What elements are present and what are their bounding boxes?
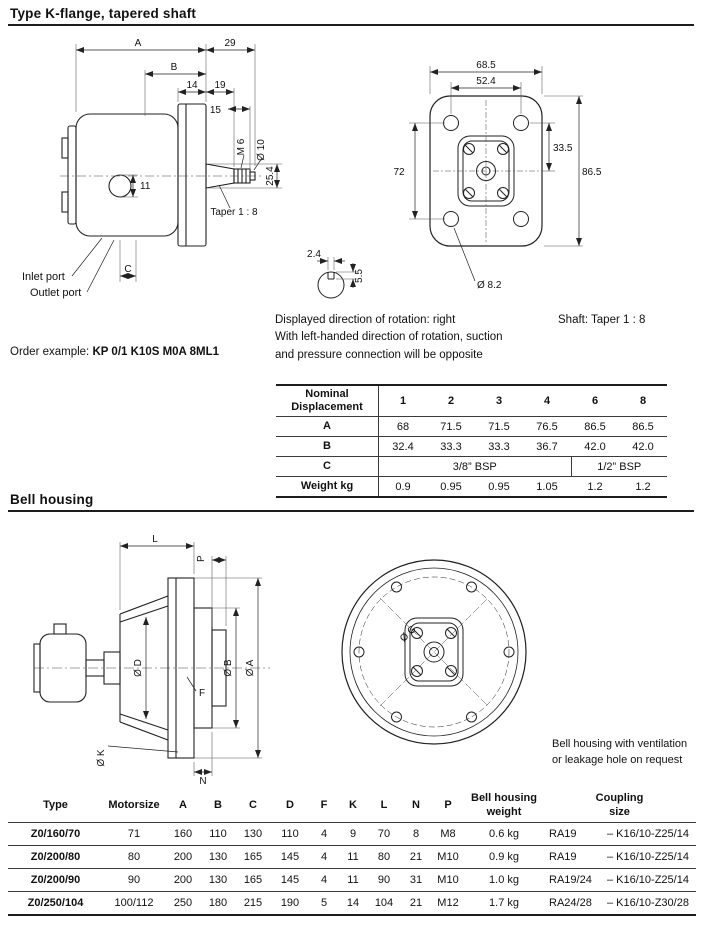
bell-note-line2: or leakage hole on request	[552, 753, 683, 766]
cell: 1.05	[536, 480, 558, 493]
cell-dim: 11	[339, 845, 367, 868]
cell-dim: 8	[401, 822, 431, 845]
cell: 71.5	[475, 417, 523, 437]
dim-label-dia-b: Ø B	[223, 659, 234, 677]
cell-dim: 130	[201, 845, 235, 868]
cell-weight: 0.9 kg	[465, 845, 543, 868]
dimension-lines	[317, 261, 353, 288]
cell-weight: 1.7 kg	[465, 891, 543, 915]
col-header: 1	[379, 385, 428, 417]
col-header-dim: D	[271, 790, 309, 822]
order-example-value: KP 0/1 K10S M0A 8ML1	[92, 346, 220, 358]
cell: 86.5	[571, 417, 619, 437]
displacement-rowhead: Nominal Displacement	[276, 385, 379, 417]
cell-dim: 80	[367, 845, 401, 868]
bell-side-view-drawing	[32, 518, 272, 788]
extension-lines	[409, 66, 583, 246]
col-header-dim: K	[339, 790, 367, 822]
extension-lines	[120, 542, 262, 776]
col-header: 2	[427, 385, 475, 417]
col-header-dim: N	[401, 790, 431, 822]
cell-type: Z0/250/104	[8, 891, 103, 915]
cell-dim: M10	[431, 845, 465, 868]
col-header-dim: A	[165, 790, 201, 822]
cell: 71.5	[427, 417, 475, 437]
cell: 76.5	[523, 417, 571, 437]
diagonal-centerlines	[380, 598, 488, 706]
col-header: 3	[475, 385, 523, 417]
displacement-table	[276, 384, 667, 498]
cell-dim: 180	[201, 891, 235, 915]
cell-bsp-right: 1/2” BSP	[571, 457, 667, 477]
table-row	[8, 822, 696, 845]
taper-label: Taper 1 : 8	[210, 207, 258, 218]
dim-label-19: 19	[214, 80, 226, 91]
col-header-motorsize: Motorsize	[103, 790, 165, 822]
cell-dim: 70	[367, 822, 401, 845]
cell: 1.2	[635, 480, 651, 493]
cell-motorsize: 90	[103, 868, 165, 891]
cell-motorsize: 100/112	[103, 891, 165, 915]
cell: 1.2	[587, 480, 603, 493]
dim-label-14: 14	[186, 80, 198, 91]
bell-housing-table	[8, 790, 696, 916]
order-example	[10, 346, 219, 358]
col-header-coupling: Coupling size	[543, 790, 696, 822]
cell-bsp-left: 3/8” BSP	[379, 457, 572, 477]
cell-dim: 165	[235, 868, 271, 891]
col-header-dim: P	[431, 790, 465, 822]
dim-label-dia82: Ø 8.2	[477, 280, 502, 291]
col-header: 4	[523, 385, 571, 417]
section-divider	[8, 510, 694, 512]
cell-dim: M12	[431, 891, 465, 915]
cell-dim: 190	[271, 891, 309, 915]
cell-dim: 11	[339, 868, 367, 891]
cell-dim: 31	[401, 868, 431, 891]
table-header-row	[276, 385, 667, 417]
cell-coupling: RA19/24 – K16/10-Z25/14	[543, 868, 696, 891]
table-row	[276, 477, 667, 498]
dim-label-f: F	[199, 688, 206, 699]
bell-note	[552, 737, 698, 769]
cell-dim: 160	[165, 822, 201, 845]
cell-dim: 4	[309, 868, 339, 891]
table-row	[8, 891, 696, 915]
cell: 86.5	[619, 417, 667, 437]
cell: 42.0	[571, 437, 619, 457]
row-label: Weight kg	[276, 477, 379, 498]
dim-label-dia-c: Ø C	[398, 624, 419, 645]
outlet-port-label: Outlet port	[30, 287, 82, 299]
cell-motorsize: 80	[103, 845, 165, 868]
dim-label-dia-d: Ø D	[133, 659, 144, 677]
col-header-type: Type	[8, 790, 103, 822]
cell-dim: 130	[235, 822, 271, 845]
cell: 33.3	[427, 437, 475, 457]
col-header-dim: F	[309, 790, 339, 822]
cell-weight: 1.0 kg	[465, 868, 543, 891]
shaft-section-outline	[318, 272, 344, 298]
bell-note-line1: Bell housing with ventilation	[552, 738, 688, 750]
dimension-lines	[415, 72, 579, 281]
col-header-dim: L	[367, 790, 401, 822]
bell-front-view-drawing	[322, 552, 547, 752]
col-header-weight: Bell housing weight	[465, 790, 543, 822]
cell: 0.95	[488, 480, 510, 493]
dim-label-685: 68.5	[476, 60, 496, 71]
cell: 0.9	[395, 480, 411, 493]
bell-flange-circles	[342, 560, 526, 744]
inlet-port-label: Inlet port	[22, 271, 65, 283]
cell-dim: 21	[401, 845, 431, 868]
cell-dim: 200	[165, 845, 201, 868]
cell-coupling: RA19 – K16/10-Z25/14	[543, 845, 696, 868]
col-header: 8	[619, 385, 667, 417]
cell: 0.95	[440, 480, 462, 493]
cell-dim: 145	[271, 868, 309, 891]
order-example-label: Order example:	[10, 346, 90, 358]
row-label: B	[276, 437, 379, 457]
table-row	[276, 457, 667, 477]
cell-dim: 90	[367, 868, 401, 891]
cell-motorsize: 71	[103, 822, 165, 845]
table-header-row	[8, 790, 696, 822]
cell-dim: 104	[367, 891, 401, 915]
cell: 68	[379, 417, 428, 437]
cell-dim: 110	[271, 822, 309, 845]
table-row	[8, 845, 696, 868]
col-header: 6	[571, 385, 619, 417]
dim-label-11: 11	[140, 181, 151, 192]
table-row	[276, 417, 667, 437]
dim-label-c: C	[124, 264, 132, 275]
rotation-note-line1: Displayed direction of rotation: right	[275, 314, 456, 326]
dim-label-m6: M 6	[236, 138, 247, 156]
cell-dim: 4	[309, 822, 339, 845]
dim-label-b: B	[170, 62, 178, 73]
cell-coupling: RA24/28 – K16/10-Z30/28	[543, 891, 696, 915]
bell-section-title: Bell housing	[10, 492, 94, 507]
dim-label-29: 29	[224, 38, 236, 49]
row-label: A	[276, 417, 379, 437]
dim-label-15: 15	[209, 105, 221, 116]
cell-dim: M10	[431, 868, 465, 891]
rotation-note-line3: and pressure connection will be opposite	[275, 348, 483, 361]
dimension-lines	[108, 546, 258, 772]
dim-label-l: L	[152, 534, 158, 545]
dim-label-dia10: Ø 10	[256, 139, 267, 161]
dim-label-24: 2.4	[307, 249, 321, 260]
cell-dim: 215	[235, 891, 271, 915]
dim-label-254: 25.4	[265, 166, 276, 186]
cell-dim: 200	[165, 868, 201, 891]
cell-dim: 145	[271, 845, 309, 868]
rotation-note	[275, 312, 503, 364]
rotation-note-line2: With left-handed direction of rotation, suction	[275, 331, 503, 344]
cell-dim: M8	[431, 822, 465, 845]
centerlines	[433, 100, 539, 242]
pump-body-outline	[62, 104, 255, 246]
kflange-section-title: Type K-flange, tapered shaft	[10, 6, 197, 21]
shaft-key-detail-drawing	[295, 245, 375, 311]
table-row	[276, 437, 667, 457]
cell-dim: 5	[309, 891, 339, 915]
col-header-dim: B	[201, 790, 235, 822]
dim-label-72: 72	[393, 167, 405, 178]
dim-label-dia-a: Ø A	[245, 659, 256, 677]
cell: 33.3	[475, 437, 523, 457]
cell-dim: 14	[339, 891, 367, 915]
col-header-dim: C	[235, 790, 271, 822]
cell-dim: 21	[401, 891, 431, 915]
cell: 42.0	[619, 437, 667, 457]
cell-dim: 250	[165, 891, 201, 915]
cell-dim: 110	[201, 822, 235, 845]
kflange-side-view-drawing	[18, 28, 298, 318]
cell-type: Z0/160/70	[8, 822, 103, 845]
cell: 36.7	[523, 437, 571, 457]
row-label: C	[276, 457, 379, 477]
cell-dim: 130	[201, 868, 235, 891]
cell-weight: 0.6 kg	[465, 822, 543, 845]
dim-label-dia-k: Ø K	[96, 749, 107, 767]
cell: 32.4	[379, 437, 428, 457]
kflange-front-view-drawing	[385, 48, 610, 303]
dim-label-p: P	[196, 555, 207, 562]
dim-label-55: 5.5	[354, 269, 365, 283]
dim-label-n: N	[199, 776, 207, 787]
cell-dim: 165	[235, 845, 271, 868]
dim-label-a: A	[134, 38, 142, 49]
dim-label-865: 86.5	[582, 167, 602, 178]
table-row	[8, 868, 696, 891]
section-divider	[8, 24, 694, 26]
cell-type: Z0/200/90	[8, 868, 103, 891]
shaft-note: Shaft: Taper 1 : 8	[558, 314, 646, 326]
extension-lines	[328, 257, 357, 279]
dim-label-335: 33.5	[553, 143, 573, 154]
cell-coupling: RA19 – K16/10-Z25/14	[543, 822, 696, 845]
cell-dim: 4	[309, 845, 339, 868]
cell-type: Z0/200/80	[8, 845, 103, 868]
cell-dim: 9	[339, 822, 367, 845]
dim-label-524: 52.4	[476, 76, 496, 87]
